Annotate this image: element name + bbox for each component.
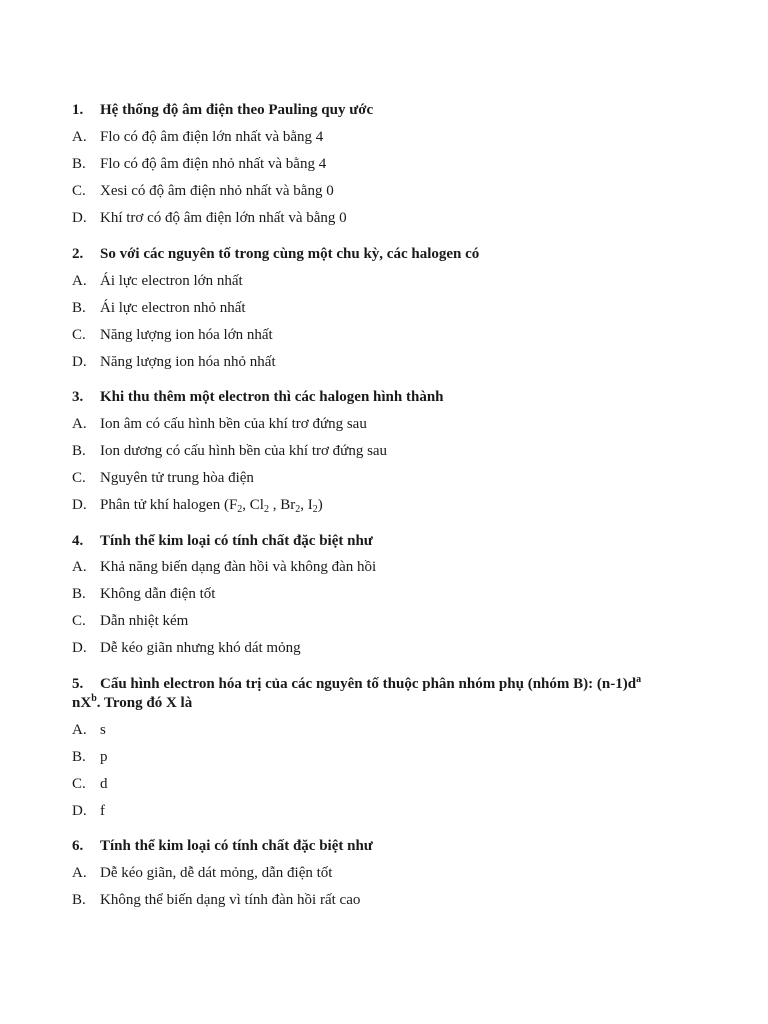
q4-option-c: [72, 612, 188, 630]
question-number: 1.: [72, 102, 84, 118]
question-number: 2.: [72, 246, 84, 262]
question-number: 5.: [72, 676, 84, 692]
option-letter: D.: [72, 497, 87, 513]
option-text: Xesi có độ âm điện nhỏ nhất và bằng 0: [100, 183, 334, 199]
option-text: Dễ kéo giãn nhưng khó dát mỏng: [100, 640, 301, 656]
q5-option-d: [72, 802, 105, 820]
question-3-stem: [72, 388, 444, 406]
option-text: Năng lượng ion hóa lớn nhất: [100, 327, 273, 343]
question-text: Tính thể kim loại có tính chất đặc biệt như: [100, 533, 373, 549]
formula-text: Phân tử khí halogen (F: [100, 497, 238, 513]
option-letter: C.: [72, 470, 86, 486]
option-text: Flo có độ âm điện lớn nhất và bằng 4: [100, 129, 324, 145]
option-text: Flo có độ âm điện nhỏ nhất và bằng 4: [100, 156, 327, 172]
option-letter: A.: [72, 722, 87, 738]
option-letter: B.: [72, 892, 86, 908]
option-letter: A.: [72, 559, 87, 575]
q3-option-d: [72, 496, 323, 514]
option-letter: C.: [72, 327, 86, 343]
q1-option-a: [72, 128, 323, 146]
subscript: 2: [237, 504, 243, 515]
q2-option-a: [72, 272, 243, 290]
q5-option-b: [72, 748, 108, 766]
option-text: Ái lực electron lớn nhất: [100, 273, 243, 289]
option-text: Ion âm có cấu hình bền của khí trơ đứng sau: [100, 416, 367, 432]
question-6-stem: [72, 837, 373, 855]
q3-option-b: [72, 442, 387, 460]
subscript: 2: [312, 504, 318, 515]
question-5-stem-line2: [72, 694, 192, 712]
question-2-stem: [72, 245, 479, 263]
option-text: f: [100, 803, 105, 819]
option-text: s: [100, 722, 106, 738]
option-text: Nguyên tử trung hòa điện: [100, 470, 254, 486]
q2-option-b: [72, 299, 246, 317]
option-text: Năng lượng ion hóa nhỏ nhất: [100, 354, 276, 370]
option-text: Dễ kéo giãn, dễ dát mỏng, dẫn điện tốt: [100, 865, 333, 881]
q2-option-c: [72, 326, 273, 344]
q4-option-d: [72, 639, 301, 657]
question-number: 6.: [72, 838, 84, 854]
formula-text: , Br: [268, 497, 296, 513]
option-letter: A.: [72, 273, 87, 289]
question-number: 3.: [72, 389, 84, 405]
question-text: . Trong đó X là: [96, 695, 193, 711]
option-text: Không dẫn điện tốt: [100, 586, 216, 602]
subscript: 2: [263, 504, 269, 515]
q3-option-c: [72, 469, 254, 487]
question-1-stem: [72, 101, 373, 119]
question-text: Cấu hình electron hóa trị của các nguyên tố thuộc phân nhóm phụ (nhóm B): (n-1)d: [100, 676, 637, 692]
superscript: b: [91, 693, 97, 704]
q1-option-c: [72, 182, 334, 200]
formula-text: , Cl: [242, 497, 264, 513]
option-letter: A.: [72, 129, 87, 145]
option-letter: B.: [72, 300, 86, 316]
option-letter: D.: [72, 803, 87, 819]
option-letter: B.: [72, 749, 86, 765]
q2-option-d: [72, 353, 276, 371]
option-letter: B.: [72, 443, 86, 459]
option-letter: A.: [72, 865, 87, 881]
q4-option-b: [72, 585, 215, 603]
option-text: Ái lực electron nhỏ nhất: [100, 300, 246, 316]
option-letter: A.: [72, 416, 87, 432]
option-letter: C.: [72, 183, 86, 199]
q5-option-c: [72, 775, 108, 793]
formula-text: ): [317, 497, 323, 513]
formula-text: , I: [300, 497, 313, 513]
option-text: Khả năng biến dạng đàn hồi và không đàn hồi: [100, 559, 377, 575]
q1-option-d: [72, 209, 347, 227]
question-5-stem-line1: [72, 675, 641, 693]
question-text: Khi thu thêm một electron thì các halogen hình thành: [100, 389, 444, 405]
option-text: p: [100, 749, 108, 765]
q5-option-a: [72, 721, 106, 739]
option-formula: [100, 497, 323, 513]
option-text: Ion dương có cấu hình bền của khí trơ đứng sau: [100, 443, 388, 459]
subscript: 2: [295, 504, 301, 515]
q3-option-a: [72, 415, 367, 433]
question-text: nX: [72, 695, 92, 711]
option-letter: D.: [72, 354, 87, 370]
option-letter: C.: [72, 776, 86, 792]
option-text: d: [100, 776, 108, 792]
question-text: Hệ thống độ âm điện theo Pauling quy ước: [100, 102, 374, 118]
option-letter: B.: [72, 586, 86, 602]
q4-option-a: [72, 558, 376, 576]
option-text: Không thể biến dạng vì tính đàn hồi rất cao: [100, 892, 361, 908]
superscript: a: [636, 674, 642, 685]
option-text: Dẫn nhiệt kém: [100, 613, 189, 629]
option-text: Khí trơ có độ âm điện lớn nhất và bằng 0: [100, 210, 347, 226]
option-letter: C.: [72, 613, 86, 629]
q1-option-b: [72, 155, 326, 173]
q6-option-b: [72, 891, 360, 909]
question-text: So với các nguyên tố trong cùng một chu kỳ, các halogen có: [100, 246, 480, 262]
option-letter: B.: [72, 156, 86, 172]
question-number: 4.: [72, 533, 84, 549]
option-letter: D.: [72, 210, 87, 226]
option-letter: D.: [72, 640, 87, 656]
question-4-stem: [72, 532, 373, 550]
q6-option-a: [72, 864, 332, 882]
question-text: Tính thể kim loại có tính chất đặc biệt như: [100, 838, 373, 854]
